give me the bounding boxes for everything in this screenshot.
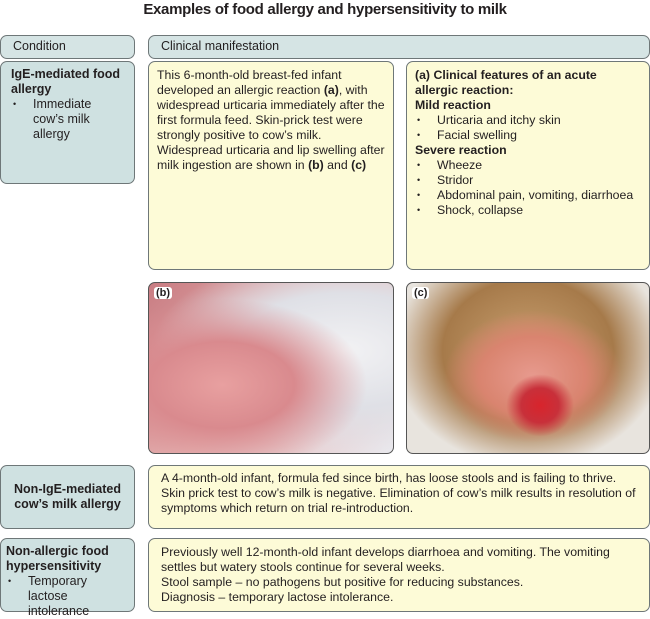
mild-item: • Urticaria and itchy skin <box>415 113 641 128</box>
figure-title: Examples of food allergy and hypersensitivity to milk <box>143 1 507 18</box>
condition-title: IgE-mediated food allergy <box>11 67 121 96</box>
photo-label-b: (b) <box>156 287 171 299</box>
severe-item: • Wheeze <box>415 158 641 173</box>
condition-item: • Temporary lactose intolerance <box>6 574 129 619</box>
header-condition: Condition <box>0 35 135 59</box>
case-description-non-ige: A 4-month-old infant, formula fed since birth, has loose stools and is failing to thrive. Skin prick test to cow’s milk is negative. Elimination of cow’s milk results in resolution of symptoms which return on trial re-introduction. <box>148 465 650 529</box>
case-line: Stool sample – no pathogens but positive for reducing substances. <box>161 575 524 589</box>
severe-item: • Shock, collapse <box>415 203 641 218</box>
features-title: (a) Clinical features of an acute allergic reaction: <box>415 68 597 97</box>
severe-title: Severe reaction <box>415 143 507 157</box>
condition-non-allergic <box>0 538 135 618</box>
condition-title: Non-allergic food hypersensitivity <box>6 544 109 573</box>
case-text: This 6-month-old breast-fed infant developed an allergic reaction <box>157 68 342 97</box>
ref-c: (c) <box>351 158 367 172</box>
header-clinical: Clinical manifestation <box>148 35 650 59</box>
condition-ige <box>0 61 135 184</box>
ref-a: (a) <box>323 83 339 97</box>
clinical-features-box <box>406 61 650 270</box>
condition-item: • Immediate cow’s milk allergy <box>11 97 124 142</box>
photo-lip-swelling-child <box>406 282 650 454</box>
case-description-ige <box>148 61 394 270</box>
case-text: , with widespread urticaria immediately after the first formula feed. Skin-prick test were strongly positive to cow’s milk. Widespread urticaria and lip swelling after milk ingestion are shown in <box>157 83 385 172</box>
mild-item: • Facial swelling <box>415 128 641 143</box>
case-text: and <box>323 158 352 172</box>
condition-non-ige <box>0 465 135 529</box>
condition-title: Non-IgE-mediated cow’s milk allergy <box>14 482 121 511</box>
severe-item: • Stridor <box>415 173 641 188</box>
severe-item: • Abdominal pain, vomiting, diarrhoea <box>415 188 641 203</box>
photo-urticaria-legs <box>148 282 394 454</box>
case-line: Diagnosis – temporary lactose intolerance. <box>161 590 394 604</box>
photo-label-c: (c) <box>414 287 428 299</box>
mild-title: Mild reaction <box>415 98 491 112</box>
case-description-non-allergic <box>148 538 650 612</box>
case-line: Previously well 12-month-old infant develops diarrhoea and vomiting. The vomiting settles but watery stools continue for several weeks. <box>161 545 610 574</box>
ref-b: (b) <box>308 158 324 172</box>
